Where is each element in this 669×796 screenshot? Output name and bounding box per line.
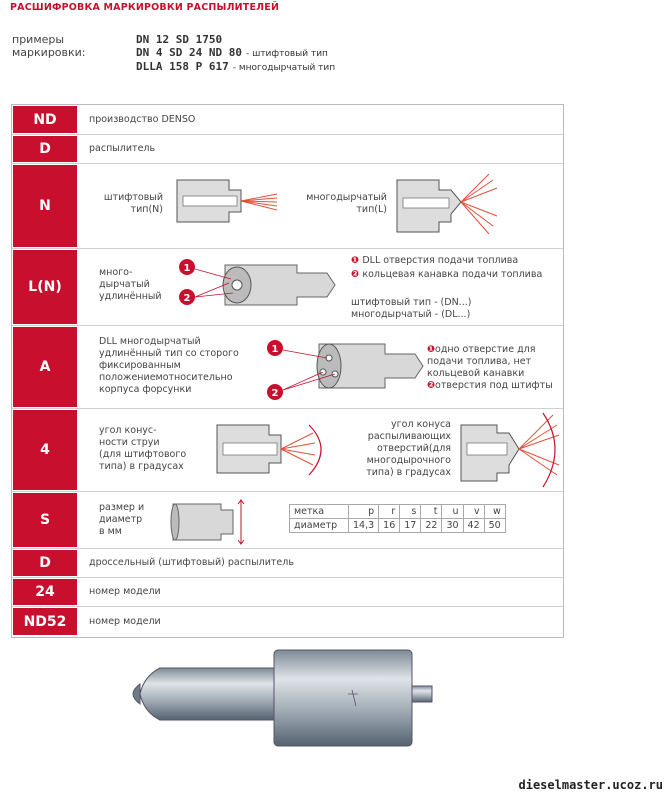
dll-holes-label: ❶ DLL отверстия подачи топлива (351, 255, 519, 266)
code-cell: ND52 (13, 608, 77, 635)
code-cell: ND (13, 106, 77, 133)
diameter-cell: 16 (379, 519, 400, 533)
diameter-cell: 17 (400, 519, 421, 533)
marker-1: 1 (271, 344, 279, 355)
nozzle-photo-illustration (120, 646, 450, 756)
multi-type-dl: многодырчатый - (DL...) (351, 309, 471, 320)
desc-text: номер модели (89, 615, 161, 627)
mark-cell: v (463, 505, 484, 519)
pin-angle-label: угол конус- ности струи (для штифтового типа) в градусах (99, 425, 187, 472)
site-url[interactable]: dieselmaster.ucoz.ru (518, 778, 663, 792)
diameter-cell: 30 (442, 519, 463, 533)
dll-fixed-label: DLL многодырчатый удлинённый тип со сторого фиксированным положениемотносительно корпуса форсунки (99, 336, 239, 395)
multi-nozzle-diagram (389, 172, 519, 242)
multi-type-label: многодырчатый тип(L) (306, 192, 387, 215)
mark-cell: s (400, 505, 421, 519)
diameter-cell: 50 (484, 519, 505, 533)
multi-angle-label: угол конуса распыливающих отверстий(для многодырочного типа) в градусах (366, 419, 451, 478)
fixed-nozzle-diagram (265, 334, 425, 404)
code-cell: D (13, 550, 77, 576)
row-4 (12, 409, 563, 492)
row-n (12, 164, 563, 249)
example-3: DLLA 158 P 617 - многодырчатый тип (136, 60, 336, 73)
multi-angle-diagram (457, 411, 567, 489)
code-cell: A (13, 327, 77, 407)
code-cell: N (13, 165, 77, 247)
size-table (289, 504, 506, 533)
mark-cell: p (349, 505, 379, 519)
desc-text: производство DENSO (89, 113, 196, 125)
code-cell: D (13, 136, 77, 162)
marking-table (11, 104, 564, 638)
code-cell: S (13, 493, 77, 547)
pin-type-label: штифтовый тип(N) (103, 192, 163, 215)
mark-cell: r (379, 505, 400, 519)
mark-header: метка (290, 505, 349, 519)
desc-text: распылитель (89, 143, 156, 154)
desc-text: дроссельный (штифтовый) распылитель (89, 557, 294, 568)
code-cell: 4 (13, 410, 77, 490)
pin-nozzle-diagram (169, 176, 279, 226)
pin-angle-diagram (209, 419, 339, 483)
example-2: DN 4 SD 24 ND 80 - штифтовый тип (136, 46, 328, 59)
row-24 (12, 578, 563, 607)
code-cell: 24 (13, 579, 77, 605)
marker-1: 1 (183, 263, 191, 274)
mark-cell: t (421, 505, 442, 519)
example-1: DN 12 SD 1750 (136, 33, 223, 46)
row-s (12, 492, 563, 549)
intro-label: примеры маркировки: (12, 33, 86, 59)
size-label: размер и диаметр в мм (99, 502, 145, 537)
single-hole-label: ❶одно отверстие для подачи топлива, нет кольцевой канавки ❷отверстия под штифты (427, 344, 553, 391)
elongated-nozzle-diagram (177, 255, 337, 319)
mark-cell: u (442, 505, 463, 519)
row-ln (12, 249, 563, 326)
size-diagram (169, 496, 249, 546)
pin-type-dn: штифтовый тип - (DN...) (351, 297, 472, 308)
row-d-throttle (12, 549, 563, 578)
page-title: РАСШИФРОВКА МАРКИРОВКИ РАСПЫЛИТЕЛЕЙ (10, 2, 280, 13)
row-d (12, 135, 563, 164)
diameter-cell: 42 (463, 519, 484, 533)
marker-2: 2 (271, 388, 279, 399)
row-nd52 (12, 607, 563, 636)
elongated-label: много- дырчатый удлинённый (99, 267, 162, 302)
ring-groove-label: ❷ кольцевая канавка подачи топлива (351, 269, 543, 280)
code-cell: L(N) (13, 250, 77, 324)
diameter-cell: 14,3 (349, 519, 379, 533)
marker-2: 2 (183, 293, 191, 304)
desc-text: номер модели (89, 586, 161, 597)
diameter-cell: 22 (421, 519, 442, 533)
mark-cell: w (484, 505, 505, 519)
diameter-header: диаметр (290, 519, 349, 533)
row-nd (12, 105, 563, 135)
row-a (12, 326, 563, 409)
